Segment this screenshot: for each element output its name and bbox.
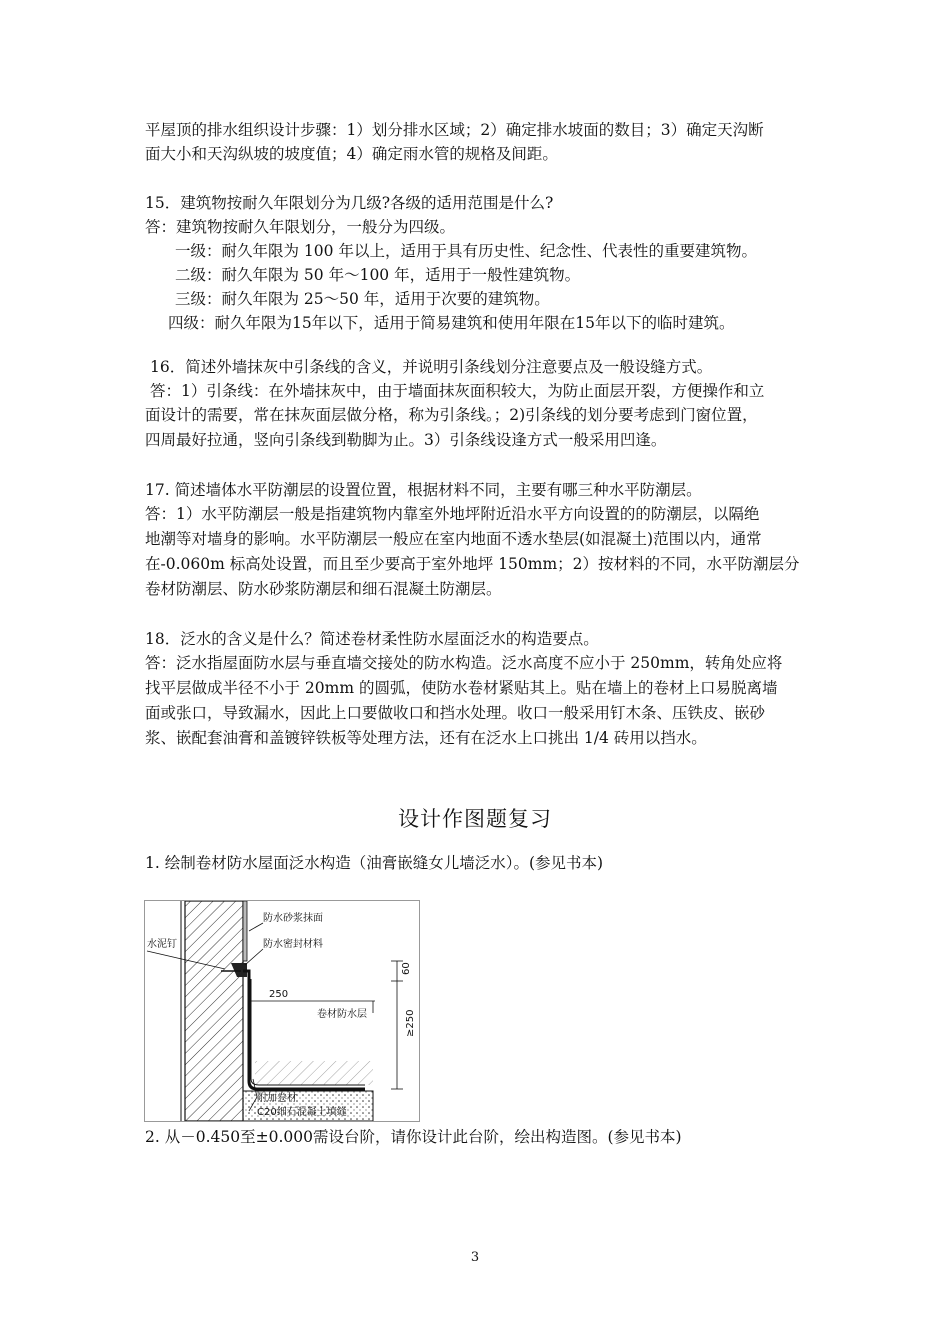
q17-answer-line-1: 答：1）水平防潮层一般是指建筑物内靠室外地坪附近沿水平方向设置的的防潮层，以隔绝 [145, 505, 760, 523]
page-number: 3 [470, 1250, 480, 1265]
label-membrane: 卷材防水层 [317, 1009, 367, 1020]
q18-answer-line-3: 面或张口，导致漏水，因此上口要做收口和挡水处理。收口一般采用钉木条、压铁皮、嵌砂 [145, 704, 766, 722]
section-title: 设计作图题复习 [398, 807, 552, 831]
label-extra-membrane: 附加卷材 [257, 1093, 297, 1104]
q15-question: 15．建筑物按耐久年限划分为几级?各级的适用范围是什么? [145, 194, 554, 212]
label-mortar: 防水砂浆抹面 [263, 913, 323, 924]
mortar-render [243, 901, 247, 961]
q16-answer-line-1: 答：1）引条线：在外墙抹灰中，由于墙面抹灰面积较大，为防止面层开裂，方便操作和立 [150, 382, 765, 400]
intro-line-1: 平屋顶的排水组织设计步骤：1）划分排水区域；2）确定排水坡面的数目；3）确定天沟断 [145, 121, 764, 139]
label-60: 60 [401, 962, 412, 975]
q17-answer-line-2: 地潮等对墙身的影响。水平防潮层一般应在室内地面不透水垫层(如混凝土)范围以内，通常 [145, 530, 762, 548]
label-nail: 水泥钉 [147, 939, 177, 950]
q15-level-1: 一级：耐久年限为 100 年以上，适用于具有历史性、纪念性、代表性的重要建筑物。 [175, 242, 757, 260]
label-sealant: 防水密封材料 [263, 939, 323, 950]
q18-answer-line-2: 找平层做成半径不小于 20mm 的圆弧，使防水卷材紧贴其上。贴在墙上的卷材上口易脱离墙 [145, 679, 778, 697]
design-question-2: 2. 从－0.450至±0.000需设台阶，请你设计此台阶，绘出构造图。(参见书本) [145, 1128, 682, 1146]
intro-line-2: 面大小和天沟纵坡的坡度值；4）确定雨水管的规格及间距。 [145, 145, 558, 163]
q15-level-3: 三级：耐久年限为 25～50 年，适用于次要的建筑物。 [175, 290, 550, 308]
screed-layer [255, 1061, 373, 1085]
parapet-wall [185, 901, 243, 1121]
q18-answer-line-4: 浆、嵌配套油膏和盖镀锌铁板等处理方法，还有在泛水上口挑出 1/4 砖用以挡水。 [145, 729, 707, 747]
label-250: 250 [269, 989, 289, 1000]
q16-answer-line-2: 面设计的需要，常在抹灰面层做分格，称为引条线。；2)引条线的划分要考虑到门窗位置， [145, 406, 758, 424]
design-question-1: 1. 绘制卷材防水屋面泛水构造（油膏嵌缝女儿墙泛水）。(参见书本) [145, 854, 604, 872]
q16-answer-line-3: 四周最好拉通，竖向引条线到勒脚为止。3）引条线设逢方式一般采用凹逢。 [145, 431, 667, 449]
q16-question: 16．简述外墙抹灰中引条线的含义，并说明引条线划分注意要点及一般设缝方式。 [150, 358, 713, 376]
q15-level-2: 二级：耐久年限为 50 年～100 年，适用于一般性建筑物。 [175, 266, 581, 284]
flashing-detail-drawing [145, 901, 419, 1121]
q15-answer: 答：建筑物按耐久年限划分，一般分为四级。 [145, 218, 456, 236]
q17-answer-line-4: 卷材防潮层、防水砂浆防潮层和细石混凝土防潮层。 [145, 580, 502, 598]
label-ge250: ≥250 [405, 1009, 416, 1037]
flashing-detail-figure [144, 900, 420, 1122]
q17-answer-line-3: 在-0.060m 标高处设置，而且至少要高于室外地坪 150mm；2）按材料的不同，水平防潮层分 [145, 555, 800, 573]
label-c20: C20细石混凝土填缝 [257, 1107, 347, 1118]
q18-answer-line-1: 答：泛水指屋面防水层与垂直墙交接处的防水构造。泛水高度不应小于 250mm，转角处应将 [145, 654, 783, 672]
q17-question: 17. 简述墙体水平防潮层的设置位置，根据材料不同，主要有哪三种水平防潮层。 [145, 481, 702, 499]
q18-question: 18．泛水的含义是什么？简述卷材柔性防水屋面泛水的构造要点。 [145, 630, 599, 648]
q15-level-4: 四级：耐久年限为15年以下，适用于简易建筑和使用年限在15年以下的临时建筑。 [168, 314, 735, 332]
